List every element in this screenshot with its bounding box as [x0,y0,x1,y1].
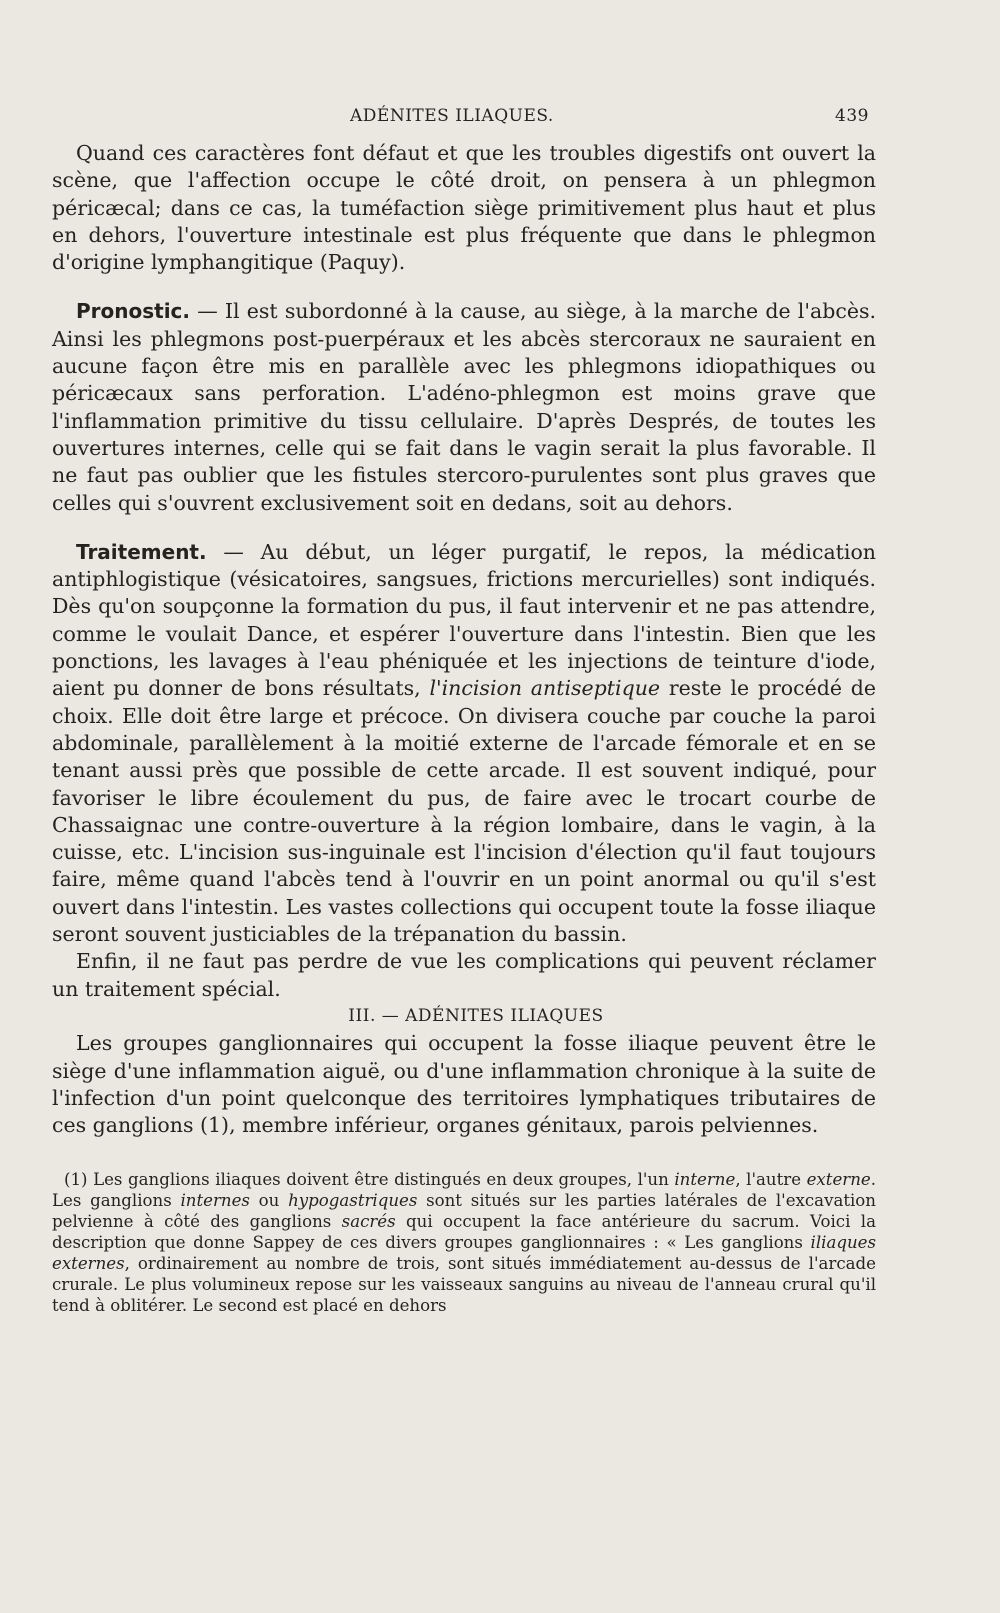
section-intro-text: Les groupes ganglionnaires qui occupent la fosse iliaque peuvent être le siège d'une inflammation aiguë, ou d'une inflammation chronique à la suite de l'infection d'un point quelconque des territoires lymphatiques tributaires de ces ganglions [52,1031,876,1138]
footnote-text: ou [249,1191,289,1211]
footnote-text: , ordinairement au nombre de trois, sont situés immédiatement au-dessus de l'arcade crurale. Le plus volumineux repose sur les vaisseaux sanguins au niveau de l'anneau crural qu'il tend à oblitérer. Le second est placé en dehors [52,1254,876,1316]
footnote-1 [52,1169,876,1316]
section-title: III. — ADÉNITES ILIAQUES [348,1005,604,1026]
section-intro-end: , membre inférieur, organes génitaux, parois pelviennes. [229,1113,819,1138]
footnote-italic: hypogastriques [288,1191,418,1211]
page-header [0,106,1000,136]
footnote-italic: externe [806,1170,871,1190]
footnote-italic: sacrés [341,1212,396,1232]
paragraph-traitement [52,539,876,948]
footnote-text: Les ganglions iliaques doivent être distingués en deux groupes, l'un [87,1170,675,1190]
paragraph-diagnosis [52,140,876,276]
footnote-italic: iliaques externes [52,1233,876,1274]
enfin-text: Enfin, il ne faut pas perdre de vue les complications qui peuvent réclamer un traitement spécial. [52,949,876,1001]
paragraph-enfin [52,948,876,1003]
footnote-text: . Les ganglions [52,1170,876,1211]
running-title: ADÉNITES ILIAQUES. [350,106,554,126]
traitement-text-2: reste le procédé de choix. Elle doit être large et précoce. On divisera couche par couche la paroi abdominale, parallèlement à la moitié externe de l'arcade fémorale et en se tenant aussi près que possible de cette arcade. Il est souvent indiqué, pour favoriser le libre écoulement du pus, de faire avec le trocart courbe de Chassaignac une contre-ouverture à la région lombaire, dans le vagin, à la cuisse, etc. L'incision sus-inguinale est l'incision d'élection qu'il faut toujours faire, même quand l'abcès tend à l'ouvrir en un point anormal ou qu'il s'est ouvert dans l'intestin. Les vastes collections qui occupent toute la fosse iliaque seront souvent justiciables de la trépanation du bassin. [52,676,877,947]
traitement-text-1: — Au début, un léger purgatif, le repos, la médication antiphlogistique (vésicatoires, sangsues, frictions mercurielles) sont indiqués. Dès qu'on soupçonne la formation du pus, il faut intervenir et ne pas attendre, comme le voulait Dance, et espérer l'ouverture dans l'intestin. Bien que les ponctions, les lavages à l'eau phéniquée et les injections de teinture d'iode, aient pu donner de bons résultats, [52,539,876,701]
footnote-marker: (1) [64,1170,88,1190]
footnote-text: sont situés sur les parties latérales de l'excavation pelvienne à côté des ganglions [52,1191,876,1232]
footnote-reference: (1) [200,1113,230,1138]
paragraph-pronostic [52,298,876,516]
paragraph-section-intro [52,1030,876,1139]
footnote-italic: interne [674,1170,736,1190]
page-number: 439 [835,106,869,126]
footnote-italic: internes [180,1191,250,1211]
pronostic-heading: Pronostic. [76,299,191,324]
pronostic-text: — Il est subordonné à la cause, au siège, à la marche de l'abcès. Ainsi les phlegmons post-puerpéraux et les abcès stercoraux ne sauraient en aucune façon être mis en parallèle avec les phlegmons idiopathiques ou péricæcaux sans perforation. L'adéno-phlegmon est moins grave que l'inflammation primitive du tissu cellulaire. D'après Després, de toutes les ouvertures internes, celle qui se fait dans le vagin serait la plus favorable. Il ne faut pas oublier que les fistules stercoro-purulentes sont plus graves que celles qui s'ouvrent exclusivement soit en dedans, soit au dehors. [52,299,876,515]
traitement-italic: l'incision antiseptique [429,676,661,701]
traitement-heading: Traitement. [76,539,207,564]
footnote-text: qui occupent la face antérieure du sacrum. Voici la description que donne Sappey de ces divers groupes ganglionnaires : « Les ganglions [52,1212,876,1253]
paragraph-diagnosis-text: Quand ces caractères font défaut et que les troubles digestifs ont ouvert la scène, que l'affection occupe le côté droit, on pensera à un phlegmon péricæcal; dans ce cas, la tuméfaction siège primitivement plus haut et plus en dehors, l'ouverture intestinale est plus fréquente que dans le phlegmon d'origine lymphangitique (Paquy). [52,141,876,275]
footnote-text: , l'autre [735,1170,807,1190]
footnotes [52,1169,876,1316]
page-body [52,140,876,1316]
